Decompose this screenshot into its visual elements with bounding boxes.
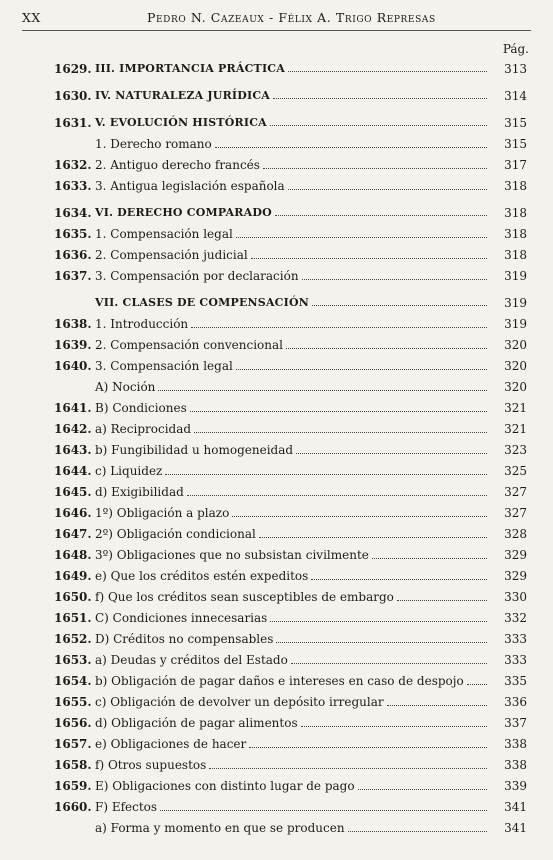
toc-entry [0, 569, 553, 589]
entry-title: D) Créditos no compensables [95, 632, 274, 646]
entry-page: 332 [504, 611, 527, 625]
dot-leader [209, 759, 487, 769]
entry-title-line [95, 716, 487, 730]
entry-number: 1640. [54, 359, 92, 373]
entry-title-line [95, 758, 487, 772]
toc-entry [0, 464, 553, 484]
dot-leader [291, 654, 487, 664]
entry-title: A) Noción [95, 380, 156, 394]
entry-title-line [95, 380, 487, 394]
toc-entry [0, 695, 553, 715]
dot-leader [249, 738, 487, 748]
entry-number: 1646. [54, 506, 92, 520]
entry-number: 1655. [54, 695, 92, 709]
entry-number: 1641. [54, 401, 92, 415]
dot-leader [232, 507, 487, 517]
page-number-roman: XX [22, 10, 41, 25]
authors-header: Pedro N. Cazeaux - Félix A. Trigo Represas [147, 10, 436, 25]
toc-entry [0, 527, 553, 547]
entry-title-line [95, 62, 487, 75]
entry-page: 329 [504, 548, 527, 562]
entry-page: 335 [504, 674, 527, 688]
entry-title-line [95, 464, 487, 478]
dot-leader [236, 360, 487, 370]
entry-title: c) Liquidez [95, 464, 163, 478]
entry-page: 319 [504, 317, 527, 331]
toc-entry [0, 89, 553, 109]
entry-title-line [95, 206, 487, 219]
toc-entry [0, 758, 553, 778]
entry-number: 1631. [54, 116, 92, 130]
entry-title-line [95, 443, 487, 457]
dot-leader [251, 249, 487, 259]
entry-title: a) Deudas y créditos del Estado [95, 653, 288, 667]
entry-title-line [95, 674, 487, 688]
entry-page: 318 [504, 206, 527, 220]
entry-page: 319 [504, 269, 527, 283]
entry-number: 1629. [54, 62, 92, 76]
entry-number: 1636. [54, 248, 92, 262]
entry-number: 1649. [54, 569, 92, 583]
entry-title-line [95, 179, 487, 193]
entry-title: 2. Compensación convencional [95, 338, 283, 352]
entry-title: a) Forma y momento en que se producen [95, 821, 345, 835]
entry-number: 1633. [54, 179, 92, 193]
entry-page: 319 [504, 296, 527, 310]
entry-title: 2. Compensación judicial [95, 248, 248, 262]
entry-title: b) Obligación de pagar daños e intereses en caso de despojo [95, 674, 464, 688]
toc-entry [0, 653, 553, 673]
dot-leader [397, 591, 487, 601]
entry-number: 1658. [54, 758, 92, 772]
entry-number: 1653. [54, 653, 92, 667]
toc-entry [0, 443, 553, 463]
dot-leader [160, 801, 487, 811]
entry-page: 318 [504, 227, 527, 241]
entry-title: 3. Compensación legal [95, 359, 233, 373]
entry-title-line [95, 158, 487, 172]
entry-title-line [95, 548, 487, 562]
entry-number: 1645. [54, 485, 92, 499]
entry-page: 325 [504, 464, 527, 478]
entry-page: 320 [504, 380, 527, 394]
entry-title-line [95, 737, 487, 751]
entry-title-line [95, 485, 487, 499]
entry-number: 1639. [54, 338, 92, 352]
toc-entry [0, 737, 553, 757]
entry-title: 1. Derecho romano [95, 137, 212, 151]
entry-title-line [95, 296, 487, 309]
entry-title-line [95, 422, 487, 436]
entry-title: f) Que los créditos sean susceptibles de embargo [95, 590, 394, 604]
dot-leader [467, 675, 487, 685]
toc-entry [0, 296, 553, 316]
dot-leader [387, 696, 487, 706]
entry-page: 314 [504, 89, 527, 103]
entry-number: 1659. [54, 779, 92, 793]
entry-page: 333 [504, 653, 527, 667]
toc-entry [0, 380, 553, 400]
entry-title-line [95, 338, 487, 352]
entry-title: d) Obligación de pagar alimentos [95, 716, 298, 730]
toc-entry [0, 401, 553, 421]
entry-title-line [95, 359, 487, 373]
entry-title: V. EVOLUCIÓN HISTÓRICA [95, 116, 267, 129]
dot-leader [302, 270, 487, 280]
toc-entry [0, 506, 553, 526]
toc-entry [0, 227, 553, 247]
entry-page: 315 [504, 116, 527, 130]
entry-page: 327 [504, 506, 527, 520]
entry-title-line [95, 779, 487, 793]
toc-entry [0, 632, 553, 652]
entry-number: 1657. [54, 737, 92, 751]
entry-title: III. IMPORTANCIA PRÁCTICA [95, 62, 285, 75]
entry-title-line [95, 401, 487, 415]
entry-title: 1. Compensación legal [95, 227, 233, 241]
entry-page: 333 [504, 632, 527, 646]
toc-entry [0, 116, 553, 136]
entry-title-line [95, 227, 487, 241]
entry-page: 341 [504, 821, 527, 835]
entry-page: 320 [504, 338, 527, 352]
entry-number: 1632. [54, 158, 92, 172]
dot-leader [270, 116, 487, 126]
entry-number: 1630. [54, 89, 92, 103]
entry-title-line [95, 89, 487, 102]
dot-leader [286, 339, 487, 349]
entry-title: c) Obligación de devolver un depósito irregular [95, 695, 384, 709]
entry-title-line [95, 317, 487, 331]
entry-title: e) Obligaciones de hacer [95, 737, 247, 751]
toc-entry [0, 674, 553, 694]
entry-title: 2º) Obligación condicional [95, 527, 256, 541]
entry-page: 318 [504, 179, 527, 193]
entry-page: 323 [504, 443, 527, 457]
entry-title: B) Condiciones [95, 401, 187, 415]
entry-title: IV. NATURALEZA JURÍDICA [95, 89, 271, 102]
entry-number: 1652. [54, 632, 92, 646]
dot-leader [273, 89, 487, 99]
dot-leader [190, 402, 487, 412]
toc-entry [0, 800, 553, 820]
entry-page: 328 [504, 527, 527, 541]
toc-entry [0, 62, 553, 82]
entry-page: 330 [504, 590, 527, 604]
dot-leader [263, 159, 487, 169]
entry-page: 313 [504, 62, 527, 76]
entry-page: 337 [504, 716, 527, 730]
toc-entry [0, 206, 553, 226]
entry-number: 1647. [54, 527, 92, 541]
toc-entry [0, 485, 553, 505]
entry-number: 1643. [54, 443, 92, 457]
dot-leader [194, 423, 487, 433]
entry-title-line [95, 632, 487, 646]
entry-page: 320 [504, 359, 527, 373]
entry-title-line [95, 821, 487, 835]
entry-title: d) Exigibilidad [95, 485, 184, 499]
toc-entry [0, 611, 553, 631]
entry-page: 321 [504, 422, 527, 436]
entry-title: 3. Compensación por declaración [95, 269, 299, 283]
dot-leader [191, 318, 487, 328]
toc-entry [0, 590, 553, 610]
toc-entry [0, 137, 553, 157]
dot-leader [301, 717, 487, 727]
entry-title: C) Condiciones innecesarias [95, 611, 268, 625]
entry-title: 3º) Obligaciones que no subsistan civilmente [95, 548, 369, 562]
entry-number: 1660. [54, 800, 92, 814]
entry-number: 1648. [54, 548, 92, 562]
entry-title-line [95, 116, 487, 129]
entry-title: 1º) Obligación a plazo [95, 506, 230, 520]
entry-title: a) Reciprocidad [95, 422, 192, 436]
entry-title-line [95, 590, 487, 604]
entry-title-line [95, 653, 487, 667]
dot-leader [270, 612, 487, 622]
entry-page: 339 [504, 779, 527, 793]
entry-page: 327 [504, 485, 527, 499]
toc-entry [0, 338, 553, 358]
dot-leader [215, 138, 487, 148]
toc-entry [0, 317, 553, 337]
entry-page: 318 [504, 248, 527, 262]
dot-leader [312, 296, 487, 306]
toc-entry [0, 158, 553, 178]
entry-number: 1642. [54, 422, 92, 436]
entry-title-line [95, 248, 487, 262]
toc-entry [0, 269, 553, 289]
entry-title: b) Fungibilidad u homogeneidad [95, 443, 294, 457]
dot-leader [288, 62, 487, 72]
entry-page: 336 [504, 695, 527, 709]
entry-title: 1. Introducción [95, 317, 189, 331]
toc-entry [0, 248, 553, 268]
entry-title-line [95, 569, 487, 583]
entry-title: F) Efectos [95, 800, 158, 814]
entry-title-line [95, 695, 487, 709]
toc-entry [0, 548, 553, 568]
dot-leader [276, 633, 487, 643]
toc-entry [0, 779, 553, 799]
entry-title-line [95, 800, 487, 814]
entry-number: 1644. [54, 464, 92, 478]
entry-page: 321 [504, 401, 527, 415]
dot-leader [236, 228, 487, 238]
page-column-label: Pág. [502, 42, 529, 56]
toc-entry [0, 422, 553, 442]
toc-entry [0, 821, 553, 841]
toc-entry [0, 716, 553, 736]
header-rule [22, 30, 531, 31]
entry-title-line [95, 506, 487, 520]
entry-title-line [95, 527, 487, 541]
entry-title: VI. DERECHO COMPARADO [95, 206, 272, 219]
entry-title: VII. CLASES DE COMPENSACIÓN [95, 296, 310, 309]
dot-leader [348, 822, 487, 832]
entry-title-line [95, 611, 487, 625]
dot-leader [311, 570, 487, 580]
entry-number: 1656. [54, 716, 92, 730]
entry-page: 338 [504, 758, 527, 772]
entry-page: 329 [504, 569, 527, 583]
entry-number: 1654. [54, 674, 92, 688]
toc-entry [0, 179, 553, 199]
dot-leader [358, 780, 487, 790]
dot-leader [296, 444, 487, 454]
dot-leader [165, 465, 487, 475]
running-header [22, 10, 531, 30]
dot-leader [259, 528, 487, 538]
entry-title: e) Que los créditos estén expeditos [95, 569, 309, 583]
toc-entry [0, 359, 553, 379]
dot-leader [288, 180, 487, 190]
dot-leader [158, 381, 487, 391]
entry-title-line [95, 137, 487, 151]
entry-title: 3. Antigua legislación española [95, 179, 285, 193]
entry-number: 1637. [54, 269, 92, 283]
entry-number: 1651. [54, 611, 92, 625]
entry-number: 1638. [54, 317, 92, 331]
entry-number: 1650. [54, 590, 92, 604]
entry-title: f) Otros supuestos [95, 758, 207, 772]
entry-page: 317 [504, 158, 527, 172]
entry-page: 338 [504, 737, 527, 751]
entry-title-line [95, 269, 487, 283]
dot-leader [187, 486, 487, 496]
entry-page: 341 [504, 800, 527, 814]
dot-leader [275, 206, 487, 216]
entry-title: 2. Antiguo derecho francés [95, 158, 260, 172]
entry-page: 315 [504, 137, 527, 151]
entry-number: 1635. [54, 227, 92, 241]
entry-number: 1634. [54, 206, 92, 220]
entry-title: E) Obligaciones con distinto lugar de pago [95, 779, 355, 793]
dot-leader [372, 549, 487, 559]
